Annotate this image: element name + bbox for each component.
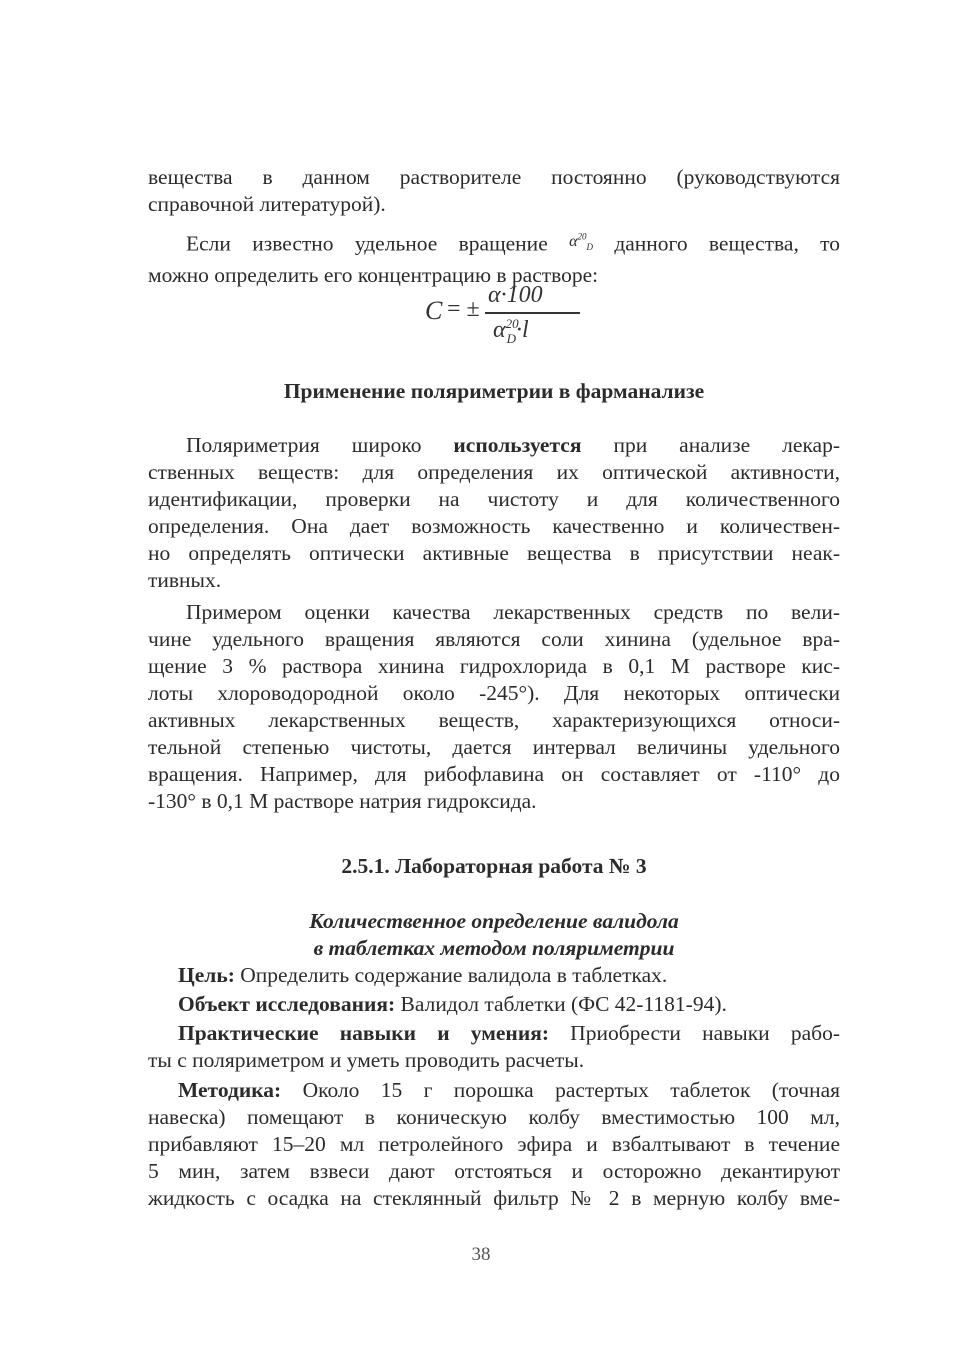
text-line: тельной степенью чистоты, дается интервал величины удельного bbox=[148, 735, 840, 759]
page-number: 38 bbox=[471, 1244, 491, 1265]
lab-method bbox=[148, 1077, 840, 1212]
text-line: в таблетках методом поляриметрии bbox=[313, 936, 675, 960]
text-line: жидкость с осадка на стеклянный фильтр № 2 в мерную колбу вме- bbox=[148, 1186, 840, 1210]
text-span: Если известно удельное вращение bbox=[186, 231, 548, 256]
paragraph-specific-rotation bbox=[148, 224, 840, 289]
text-line: тивных. bbox=[148, 568, 222, 592]
text-line: вращения. Например, для рибофлавина он составляет от -110° до bbox=[148, 762, 840, 786]
text-line: -130° в 0,1 М растворе натрия гидроксида. bbox=[148, 789, 537, 813]
text-line: идентификации, проверки на чистоту и для количественного bbox=[148, 487, 840, 511]
alpha-subscript: D bbox=[586, 242, 593, 253]
text-line bbox=[148, 991, 840, 1018]
text-line: ты с поляриметром и уметь проводить расчеты. bbox=[148, 1048, 585, 1072]
paragraph-example bbox=[148, 599, 840, 815]
text-line: но определять оптически активные вещества в присутствии неак- bbox=[148, 541, 840, 565]
formula-numerator: α·100 bbox=[488, 282, 543, 308]
text-line: чине удельного вращения являются соли хинина (удельное вра- bbox=[148, 627, 840, 651]
alpha-symbol-inline bbox=[569, 232, 593, 253]
paragraph-intro bbox=[148, 164, 840, 218]
text-line: навеска) помещают в коническую колбу вместимостью 100 мл, bbox=[148, 1105, 840, 1129]
text-line: лоты хлороводородной около -245°). Для некоторых оптически bbox=[148, 681, 840, 705]
skills-label: Практические навыки и умения: bbox=[178, 1021, 549, 1045]
den-superscript: 20 bbox=[505, 316, 519, 331]
den-tail: ·l bbox=[516, 317, 529, 343]
paragraph-polarimetry bbox=[148, 432, 840, 594]
text-line: определения. Она дает возможность качественно и количествен- bbox=[148, 514, 840, 538]
lab-subheading bbox=[148, 908, 840, 962]
alpha-glyph: α bbox=[569, 233, 578, 251]
concentration-formula bbox=[425, 282, 565, 346]
text-line: прибавляют 15–20 мл петролейного эфира и взбалтывают в течение bbox=[148, 1132, 840, 1156]
text-line bbox=[148, 224, 840, 262]
den-alpha: α bbox=[493, 317, 506, 343]
alpha-superscript: 20 bbox=[577, 232, 587, 242]
emphasis-span: используется bbox=[453, 433, 582, 457]
formula-denominator bbox=[493, 316, 529, 347]
fraction-bar bbox=[485, 312, 580, 314]
den-subscript: D bbox=[506, 330, 516, 346]
text-line bbox=[148, 962, 840, 989]
lab-skills bbox=[148, 1020, 840, 1074]
text-line bbox=[148, 432, 840, 459]
text-span: данного вещества, то bbox=[614, 231, 841, 256]
text-line: Количественное определение валидола bbox=[309, 909, 679, 933]
method-text: Около 15 г порошка растертых таблеток (точная bbox=[302, 1078, 841, 1102]
goal-label: Цель: bbox=[178, 963, 235, 987]
text-line bbox=[148, 1020, 840, 1047]
formula-equals: = ± bbox=[447, 296, 480, 322]
text-span: Поляриметрия широко bbox=[186, 433, 422, 457]
text-line bbox=[148, 1077, 840, 1104]
object-text: Валидол таблетки (ФС 42-1181-94). bbox=[400, 992, 727, 1016]
goal-text: Определить содержание валидола в таблетках. bbox=[240, 963, 668, 987]
skills-text: Приобрести навыки рабо- bbox=[570, 1021, 840, 1045]
lab-object bbox=[148, 991, 840, 1018]
method-label: Методика: bbox=[178, 1078, 282, 1102]
text-line: ственных веществ: для определения их оптической активности, bbox=[148, 460, 840, 484]
object-label: Объект исследования: bbox=[178, 992, 396, 1016]
text-line: щение 3 % раствора хинина гидрохлорида в 0,1 М растворе кис- bbox=[148, 654, 840, 678]
text-line: Примером оценки качества лекарственных средств по вели- bbox=[186, 600, 840, 624]
text-span: при анализе лекар- bbox=[613, 433, 841, 457]
text-line: активных лекарственных веществ, характеризующихся относи- bbox=[148, 708, 840, 732]
lab-goal bbox=[148, 962, 840, 989]
text-line: 5 мин, затем взвеси дают отстояться и осторожно декантируют bbox=[148, 1159, 840, 1183]
text-line: можно определить его концентрацию в растворе: bbox=[148, 262, 599, 287]
section-heading: Применение поляриметрии в фарманализе bbox=[283, 379, 705, 403]
formula-lhs: C bbox=[425, 296, 443, 325]
text-line: справочной литературой). bbox=[148, 192, 386, 216]
text-line: вещества в данном растворителе постоянно (руководствуются bbox=[148, 165, 840, 189]
lab-heading: 2.5.1. Лабораторная работа № 3 bbox=[341, 854, 647, 878]
